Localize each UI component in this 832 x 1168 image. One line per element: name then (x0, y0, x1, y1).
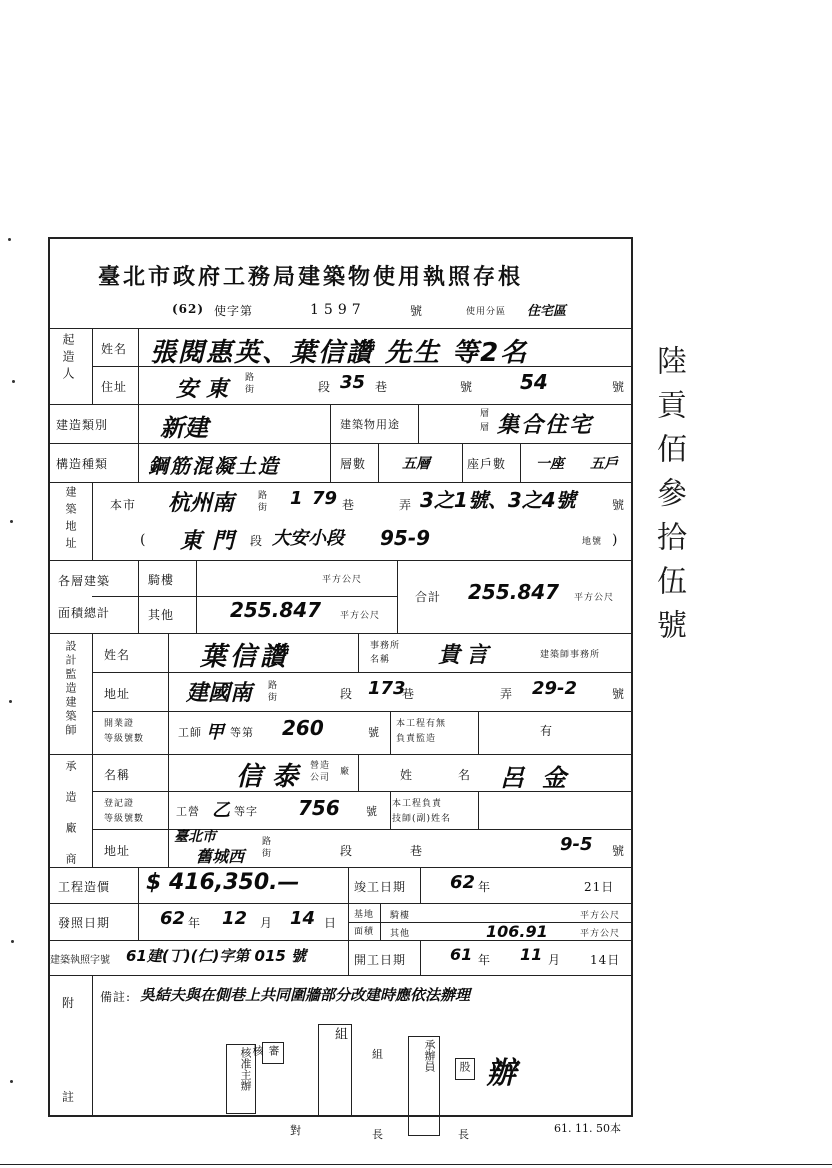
cost-value: $ 416,350.— (146, 870, 300, 895)
applicant-lane-no: 35 (340, 372, 366, 393)
permit-hao: 號 (410, 304, 424, 318)
site-lane: 79 (312, 488, 338, 509)
area-other-label: 其他 (148, 608, 175, 622)
permit-no-label: 建築執照字號 (50, 955, 110, 966)
floors-label: 層數 (340, 457, 367, 471)
designer-addr-label: 地址 (104, 687, 131, 701)
designer-section-label: 設計監造建築師 (64, 640, 77, 738)
rule (138, 560, 139, 633)
site-xiang: 巷 (342, 498, 356, 512)
designer-license-label-2: 等級號數 (104, 734, 145, 744)
designer-office-suffix: 建築師事務所 (540, 650, 601, 660)
rule (418, 404, 419, 443)
rule (390, 711, 391, 754)
scan-speck (8, 238, 11, 241)
rule (420, 940, 421, 975)
site-paren-open: ( (140, 532, 147, 548)
contractor-person-label-2: 名 (458, 768, 472, 782)
stamp-review: 審核 (262, 1042, 284, 1064)
site-house-no: 3之1號、3之4號 (420, 488, 576, 512)
rule (358, 633, 359, 672)
remarks-section-2: 註 (62, 1090, 76, 1104)
stamp-clerk: 承辦員 (408, 1036, 440, 1136)
designer-jie: 街 (268, 693, 279, 703)
rule (138, 404, 139, 482)
rule (358, 754, 359, 791)
rule (420, 867, 421, 903)
applicant-duan: 段 (318, 380, 332, 394)
applicant-street: 街 (245, 385, 256, 395)
applicant-addr-area: 安東 (176, 377, 237, 402)
designer-name-label: 姓名 (104, 648, 131, 662)
contractor-reg-grade: 乙 (212, 800, 230, 821)
contractor-tech-label-2: 技師(副)姓名 (392, 814, 452, 824)
rule (48, 867, 633, 868)
units-value: 一座 (536, 456, 564, 472)
applicant-hao-label: 號 (460, 380, 474, 394)
designer-license-no: 260 (282, 716, 324, 740)
designer-lane: 173 (368, 678, 406, 699)
scan-speck (10, 1080, 13, 1083)
site-jie: 街 (258, 503, 269, 513)
scan-speck (9, 700, 12, 703)
contractor-house-no: 9-5 (560, 834, 593, 855)
site-duan: 段 (250, 534, 264, 548)
signature-mark: 辦 (486, 1056, 516, 1091)
rule (520, 443, 521, 482)
base-arcade-unit: 平方公尺 (580, 911, 621, 921)
remarks-section-1: 附 (62, 996, 76, 1010)
area-arcade-label: 騎樓 (148, 573, 175, 587)
completion-tail: 21日 (584, 880, 615, 894)
contractor-name-label: 名稱 (104, 768, 131, 782)
designer-addr-road: 建國南 (186, 681, 253, 706)
units-label: 座戶數 (467, 457, 507, 471)
contractor-name: 信泰 (236, 762, 309, 792)
contractor-section-label: 承造廠商 (64, 760, 77, 884)
contractor-duan: 段 (340, 844, 354, 858)
supervise-label-1: 本工程有無 (396, 719, 447, 729)
stamp-section: 股 (455, 1058, 475, 1080)
start-nian: 年 (478, 953, 492, 967)
contractor-firm-2: 公司 (310, 773, 331, 783)
rule (48, 903, 633, 904)
site-city: 本市 (110, 498, 137, 512)
designer-lu: 路 (268, 681, 279, 691)
rule (196, 560, 197, 633)
start-month: 11 (520, 945, 543, 964)
rule (92, 633, 93, 867)
floors-value: 五層 (402, 456, 430, 472)
rule (48, 404, 633, 405)
permit-number: 1597 (310, 302, 366, 318)
contractor-firm-3: 廠 (340, 767, 351, 777)
start-tail: 14日 (590, 953, 621, 967)
designer-license-hao: 號 (368, 726, 380, 739)
issue-day: 14 (290, 908, 316, 929)
applicant-addr-label: 住址 (101, 380, 128, 394)
rule (138, 867, 139, 940)
designer-license-prefix: 工師 (178, 726, 202, 739)
issue-yue: 月 (260, 916, 274, 930)
contractor-reg-label-2: 等級號數 (104, 814, 145, 824)
area-other-value: 255.847 (230, 598, 322, 622)
issue-ri: 日 (324, 916, 338, 930)
issue-year: 62 (160, 908, 186, 929)
contractor-reg-label-1: 登記證 (104, 799, 135, 809)
rule (92, 328, 93, 404)
use-prefix-1: 層 (480, 409, 491, 419)
stamp-label-zhang-2: 長 (458, 1128, 470, 1141)
rule (92, 482, 93, 560)
site-district: 東門 (180, 529, 245, 554)
site-road: 杭州南 (168, 491, 235, 516)
contractor-xiang: 巷 (410, 844, 424, 858)
contractor-addr-city: 臺北市 (174, 829, 216, 845)
site-hao: 號 (612, 498, 626, 512)
area-arcade-unit: 平方公尺 (322, 575, 363, 585)
building-type-value: 新建 (160, 414, 208, 442)
area-label-2: 面積總計 (58, 606, 111, 620)
base-label-2: 面積 (354, 927, 375, 937)
completion-nian: 年 (478, 880, 492, 894)
site-section-label: 建築地址 (64, 486, 77, 554)
rule (478, 711, 479, 754)
applicant-road: 路 (245, 373, 256, 383)
contractor-lu: 路 (262, 837, 273, 847)
base-other-value: 106.91 (486, 922, 548, 941)
supervise-value: 有 (540, 724, 554, 738)
applicant-section-label: 起造人 (61, 333, 75, 384)
building-use-value: 集合住宅 (497, 413, 594, 438)
scan-speck (10, 520, 13, 523)
issue-nian: 年 (188, 916, 202, 930)
stamp-label-zhang: 長 (372, 1128, 384, 1141)
contractor-reg-mid: 等字 (234, 805, 258, 818)
form-code: 61. 11. 50本 (554, 1122, 621, 1135)
rule (92, 711, 633, 712)
remarks-text: 吳結夫與在側巷上共同圍牆部分改建時應依法辦理 (140, 986, 471, 1004)
contractor-hao: 號 (612, 844, 626, 858)
rule (168, 633, 169, 867)
zoning-label: 使用分區 (466, 307, 507, 317)
base-arcade-label: 騎樓 (390, 911, 411, 921)
contractor-tech-label-1: 本工程負責 (392, 799, 443, 809)
contractor-addr-road: 舊城西 (196, 847, 245, 866)
rule (48, 482, 633, 483)
site-lot-no: 95-9 (380, 526, 431, 550)
structure-label: 構造種類 (56, 457, 109, 471)
base-label-1: 基地 (354, 910, 375, 920)
designer-house-no: 29-2 (532, 678, 578, 699)
cost-label: 工程造價 (58, 880, 111, 894)
scan-speck (11, 940, 14, 943)
rule (92, 672, 633, 673)
designer-hao: 號 (612, 687, 626, 701)
issue-label: 發照日期 (58, 916, 111, 930)
permit-year: (62) (172, 302, 205, 316)
designer-office-label-2: 名稱 (370, 655, 391, 665)
designer-license-mid: 等第 (230, 726, 254, 739)
contractor-firm-1: 營造 (310, 761, 331, 771)
area-label-1: 各層建築 (58, 574, 111, 588)
area-other-unit: 平方公尺 (340, 611, 381, 621)
rule (138, 328, 139, 404)
use-prefix-2: 層 (480, 423, 491, 433)
contractor-jie: 街 (262, 849, 273, 859)
designer-hao-prefix: 弄 (500, 687, 514, 701)
scan-edge (0, 1164, 832, 1165)
contractor-person: 呂金 (500, 764, 584, 792)
designer-duan: 段 (340, 687, 354, 701)
rule (380, 903, 381, 940)
rule (330, 404, 331, 482)
building-type-label: 建造類別 (56, 418, 109, 432)
applicant-name: 張閱惠英、葉信讚 先生 等2名 (150, 338, 529, 368)
site-lu: 路 (258, 491, 269, 501)
stamp-label-zu: 組 (372, 1048, 384, 1061)
rule (92, 975, 93, 1117)
start-year: 61 (450, 945, 473, 964)
rule (348, 867, 349, 975)
site-section-no: 1 (290, 488, 303, 509)
units-hu: 五戶 (590, 456, 618, 472)
rule (48, 633, 633, 634)
building-use-label: 建築物用途 (340, 418, 400, 431)
site-lot-label: 地號 (582, 537, 603, 547)
applicant-xiang: 巷 (375, 380, 389, 394)
rule (48, 975, 633, 976)
rule (48, 328, 633, 329)
contractor-reg-prefix: 工營 (176, 805, 200, 818)
contractor-person-label-1: 姓 (400, 768, 414, 782)
stamp-label-dui: 對 (290, 1124, 302, 1137)
structure-value: 鋼筋混凝土造 (148, 454, 280, 478)
margin-bleed-text: 陸貢佰參拾伍號 (651, 345, 686, 653)
remarks-label: 備註: (100, 990, 132, 1004)
site-paren-close: ) (612, 532, 619, 548)
form-title: 臺北市政府工務局建築物使用執照存根 (98, 264, 524, 290)
rule (48, 560, 633, 561)
area-total-value: 255.847 (468, 580, 560, 604)
issue-month: 12 (222, 908, 248, 929)
designer-license-label-1: 開業證 (104, 719, 135, 729)
rule (390, 791, 391, 829)
applicant-name-label: 姓名 (101, 342, 128, 356)
completion-label: 竣工日期 (354, 880, 407, 894)
site-subsection: 大安小段 (272, 528, 344, 549)
rule (462, 443, 463, 482)
supervise-label-2: 負責監造 (396, 734, 437, 744)
site-nong: 弄 (399, 498, 413, 512)
permit-no-value: 61建(丁)(仁)字第 015 號 (126, 947, 307, 965)
base-other-unit: 平方公尺 (580, 929, 621, 939)
designer-name: 葉信讚 (200, 642, 291, 672)
scan-speck (12, 380, 15, 383)
designer-office-name: 貴言 (438, 643, 495, 668)
rule (48, 754, 633, 755)
designer-xiang: 巷 (402, 687, 416, 701)
rule (48, 443, 633, 444)
applicant-house-no: 54 (520, 370, 548, 394)
stamp-approver: 核准主辦 (226, 1044, 256, 1114)
rule (478, 791, 479, 829)
completion-year: 62 (450, 872, 476, 893)
applicant-hao2: 號 (612, 380, 626, 394)
zoning-value: 住宅區 (527, 304, 567, 319)
contractor-reg-hao: 號 (366, 805, 378, 818)
permit-zi-label: 使字第 (214, 304, 254, 318)
stamp-group: 組 (318, 1024, 352, 1116)
contractor-addr-label: 地址 (104, 844, 131, 858)
start-label: 開工日期 (354, 953, 407, 967)
base-other-label: 其他 (390, 929, 411, 939)
area-total-unit: 平方公尺 (574, 593, 615, 603)
rule (378, 443, 379, 482)
area-total-label: 合計 (415, 590, 442, 604)
designer-license-grade: 甲 (206, 722, 224, 743)
designer-office-label-1: 事務所 (370, 641, 401, 651)
rule (397, 560, 398, 633)
contractor-reg-no: 756 (298, 796, 340, 820)
start-yue: 月 (548, 953, 562, 967)
